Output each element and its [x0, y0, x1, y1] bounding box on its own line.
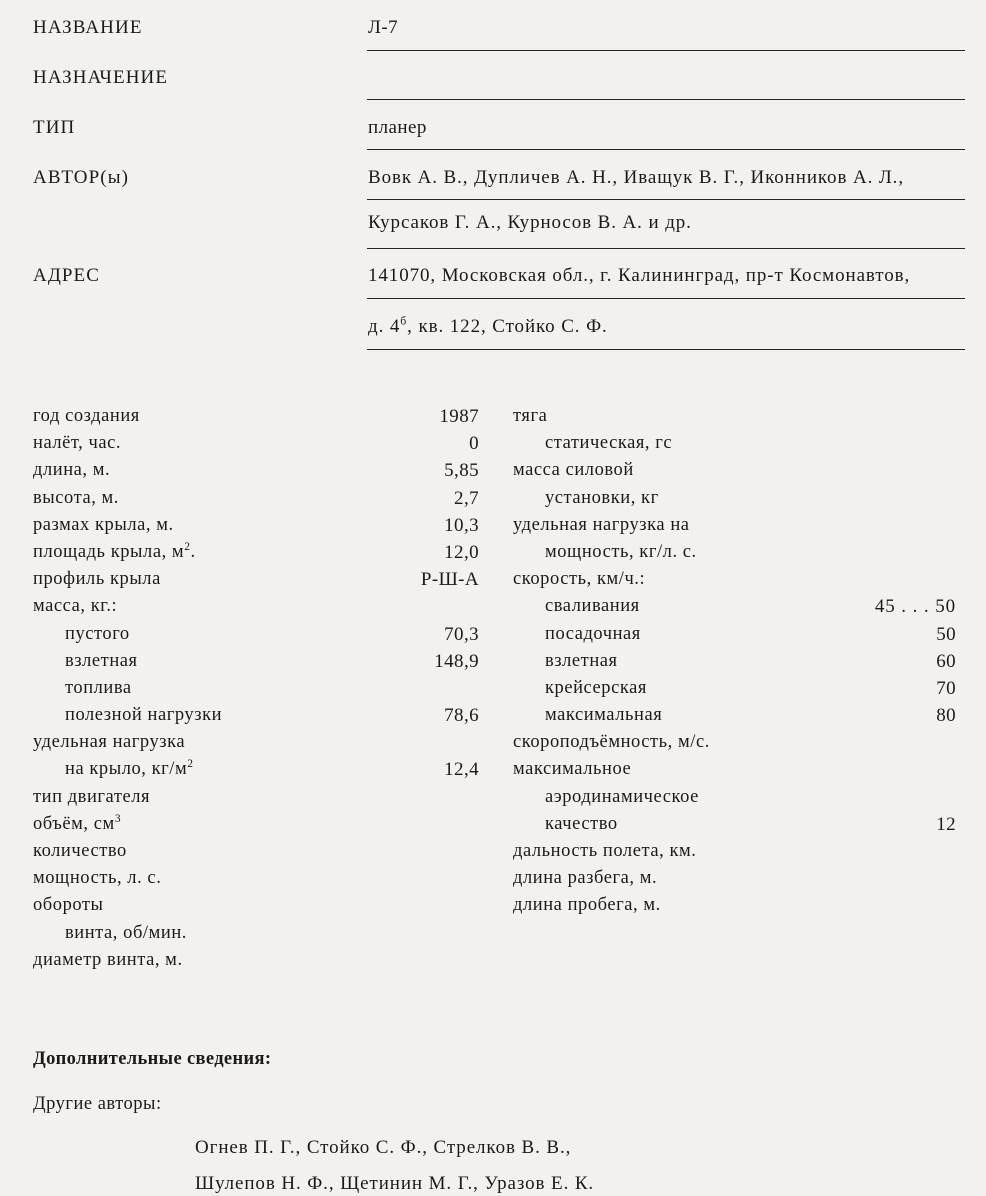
- spec-key: мощность, л. с.: [33, 868, 162, 889]
- spec-row: [513, 756, 956, 783]
- spec-key: взлетная: [545, 650, 618, 671]
- spec-key: на крыло, $кг/м^2$: [65, 758, 194, 780]
- spec-value: 0: [469, 433, 479, 455]
- other-author-line: Огнев П. Г., Стойко С. Ф., Стрелков В. В.,: [195, 1137, 572, 1158]
- spec-value: Р-Ш-А: [420, 569, 479, 591]
- spec-key: мощность, кг/л. с.: [545, 541, 697, 562]
- spec-value: 5,85: [444, 460, 479, 482]
- header-rule-1: [367, 99, 965, 100]
- spec-row: [33, 430, 479, 457]
- spec-row: [513, 648, 956, 675]
- spec-value: 12: [936, 813, 956, 835]
- spec-value: 78,6: [444, 705, 479, 727]
- spec-row: [513, 838, 956, 865]
- spec-value: 50: [936, 623, 956, 645]
- spec-row: [33, 838, 479, 865]
- spec-key: налёт, час.: [33, 433, 122, 454]
- spec-row: [33, 621, 479, 648]
- other-author-line: Шулепов Н. Ф., Щетинин М. Г., Уразов Е. К.: [195, 1173, 595, 1194]
- spec-row: [33, 756, 479, 783]
- spec-key: дальность полета, км.: [513, 841, 697, 861]
- spec-row: [33, 702, 479, 729]
- spec-row: [513, 566, 956, 593]
- spec-key: установки, кг: [545, 487, 659, 508]
- header-rule-3: [367, 199, 965, 200]
- header-fields-block: [0, 0, 986, 360]
- spec-value: 10,3: [444, 514, 479, 536]
- spec-key: скорость, км/ч.:: [513, 569, 646, 590]
- spec-key: объём, $см^3$: [33, 812, 122, 834]
- spec-key: скороподъёмность, м/с.: [513, 732, 710, 753]
- spec-value: 70: [936, 677, 956, 699]
- spec-key: максимальная: [545, 705, 663, 726]
- spec-row: [33, 403, 479, 430]
- header-label-3: АВТОР(ы): [33, 167, 130, 188]
- header-rule-2: [367, 149, 965, 150]
- spec-value: 12,0: [444, 541, 479, 563]
- spec-row: [33, 485, 479, 512]
- header-label-1: НАЗНАЧЕНИЕ: [33, 67, 169, 88]
- spec-key: качество: [545, 813, 618, 834]
- spec-value: 148,9: [434, 650, 479, 672]
- spec-key: диаметр винта, м.: [33, 949, 183, 970]
- spec-row: [513, 784, 956, 811]
- spec-key: масса силовой: [513, 460, 634, 481]
- spec-row: [33, 729, 479, 756]
- spec-row: [33, 457, 479, 484]
- spec-row: [33, 865, 479, 892]
- spec-row: [513, 811, 956, 838]
- header-label-2: ТИП: [33, 117, 76, 138]
- spec-key: профиль крыла: [33, 569, 161, 590]
- spec-row: [513, 675, 956, 702]
- spec-key: винта, об/мин.: [65, 922, 187, 943]
- spec-key: высота, м.: [33, 487, 119, 508]
- header-rule-0: [367, 50, 965, 51]
- spec-key: размах крыла, м.: [33, 514, 174, 535]
- header-value-3: Вовк А. В., Дупличев А. Н., Иващук В. Г., Иконников А. Л.,: [368, 167, 904, 188]
- specifications-block: [0, 403, 986, 1023]
- spec-key: крейсерская: [545, 677, 647, 698]
- spec-row: [513, 512, 956, 539]
- specs-column-right: [513, 403, 956, 920]
- spec-key: топлива: [65, 677, 132, 698]
- spec-key: тяга: [513, 406, 548, 426]
- spec-value: 12,4: [444, 759, 479, 781]
- spec-key: посадочная: [545, 623, 641, 644]
- spec-row: [513, 403, 956, 430]
- spec-row: [33, 920, 479, 947]
- spec-key: статическая, гс: [545, 433, 673, 454]
- spec-key: пустого: [65, 623, 130, 644]
- header-rule-5: [367, 298, 965, 299]
- spec-row: [33, 892, 479, 919]
- spec-row: [513, 865, 956, 892]
- spec-row: [33, 593, 479, 620]
- spec-value: 70,3: [444, 623, 479, 645]
- spec-value: 1987: [439, 406, 479, 427]
- spec-key: полезной нагрузки: [65, 705, 223, 726]
- spec-row: [513, 457, 956, 484]
- spec-key: длина пробега, м.: [513, 895, 661, 916]
- header-label-5: АДРЕС: [33, 265, 101, 286]
- spec-key: длина, м.: [33, 460, 111, 481]
- header-value-4: Курсаков Г. А., Курносов В. А. и др.: [368, 212, 692, 233]
- spec-key: масса, кг.:: [33, 596, 118, 617]
- spec-row: [33, 648, 479, 675]
- spec-row: [33, 811, 479, 838]
- spec-value: 60: [936, 650, 956, 672]
- spec-key: год создания: [33, 406, 140, 426]
- other-authors-label: Другие авторы:: [33, 1094, 162, 1114]
- header-rule-4: [367, 248, 965, 249]
- spec-row: [513, 702, 956, 729]
- spec-row: [513, 621, 956, 648]
- spec-row: [33, 947, 479, 974]
- spec-key: удельная нагрузка: [33, 732, 186, 753]
- spec-value: 2,7: [454, 487, 479, 509]
- spec-row: [33, 512, 479, 539]
- spec-key: обороты: [33, 895, 104, 916]
- header-value-5: 141070, Московская обл., г. Калининград, пр-т Космонавтов,: [368, 265, 911, 286]
- spec-row: [513, 593, 956, 620]
- spec-key: удельная нагрузка на: [513, 514, 690, 535]
- header-label-0: НАЗВАНИЕ: [33, 17, 143, 38]
- spec-row: [513, 892, 956, 919]
- header-value-2: планер: [368, 117, 427, 138]
- spec-key: максимальное: [513, 759, 632, 780]
- spec-row: [513, 729, 956, 756]
- header-rule-6: [367, 349, 965, 350]
- spec-row: [33, 566, 479, 593]
- spec-key: аэродинамическое: [545, 786, 699, 807]
- spec-key: взлетная: [65, 650, 138, 671]
- spec-key: площадь крыла, $м^2$.: [33, 540, 196, 562]
- spec-row: [33, 675, 479, 702]
- spec-value: 45 . . . 50: [874, 596, 956, 618]
- specs-column-left: [33, 403, 479, 974]
- header-value-0: Л-7: [368, 17, 399, 38]
- spec-row: [33, 539, 479, 566]
- spec-row: [33, 784, 479, 811]
- spec-key: длина разбега, м.: [513, 868, 658, 889]
- spec-key: тип двигателя: [33, 786, 151, 807]
- header-value-6: д. $4^б$, кв. 122, Стойко С. Ф.: [368, 314, 608, 337]
- spec-row: [513, 430, 956, 457]
- spec-key: количество: [33, 841, 127, 861]
- additional-info-heading: Дополнительные сведения:: [33, 1049, 272, 1069]
- spec-key: сваливания: [545, 596, 640, 617]
- spec-value: 80: [936, 705, 956, 727]
- spec-row: [513, 485, 956, 512]
- spec-row: [513, 539, 956, 566]
